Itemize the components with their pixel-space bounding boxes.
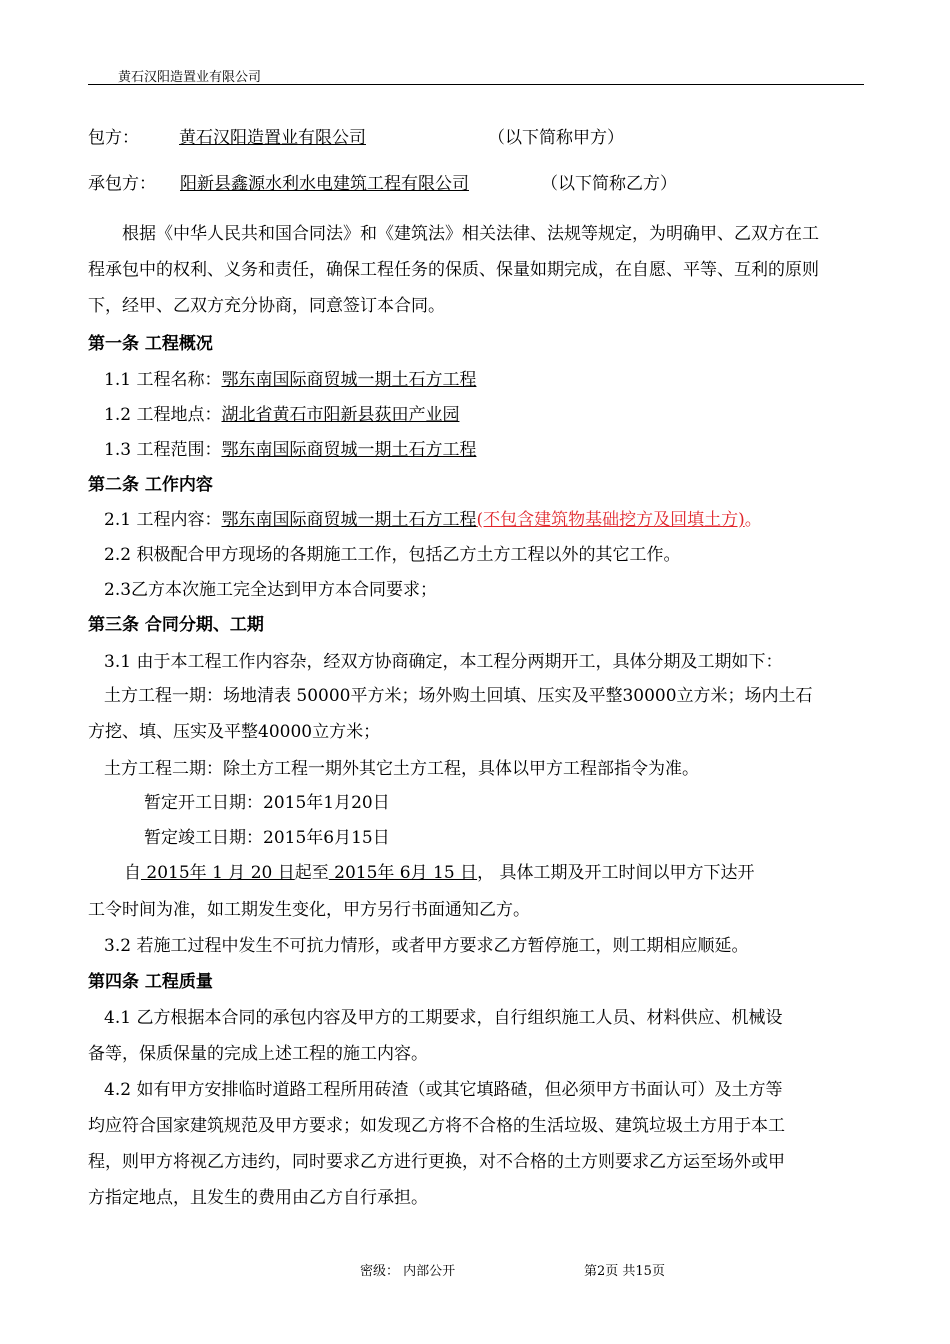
article-4-line: 程，则甲方将视乙方违约，同时要求乙方进行更换，对不合格的土方则要求乙方运至场外或甲 xyxy=(88,1152,785,1172)
item-label: 1.3 工程范围： xyxy=(104,440,222,460)
article-3-line: 土方工程一期：场地清表 50000平方米；场外购土回填、压实及平整30000立方米；场内土石 xyxy=(104,686,813,706)
article-3-line: 3.2 若施工过程中发生不可抗力情形，或者甲方要求乙方暂停施工，则工期相应顺延。 xyxy=(104,936,749,956)
period-end-date: 2015年 6月 15 日 xyxy=(328,863,478,883)
party-a-name: 黄石汉阳造置业有限公司 xyxy=(179,128,366,148)
article-4-line: 均应符合国家建筑规范及甲方要求；如发现乙方将不合格的生活垃圾、建筑垃圾土方用于本工 xyxy=(88,1116,785,1136)
period-from: 自 xyxy=(124,863,141,883)
article-3-line: 3.1 由于本工程工作内容杂，经双方协商确定，本工程分两期开工，具体分期及工期如下： xyxy=(104,652,783,672)
party-b-line xyxy=(88,172,868,196)
header-divider xyxy=(88,84,864,85)
item-exclusion-note: (不包含建筑物基础挖方及回填土方) xyxy=(476,510,745,530)
period-note: ， 具体工期及开工时间以甲方下达开 xyxy=(477,863,755,883)
period-line xyxy=(88,861,904,885)
article-2-item: 2.2 积极配合甲方现场的各期施工工作，包括乙方土方工程以外的其它工作。 xyxy=(104,545,681,565)
article-1-item xyxy=(88,403,884,427)
footer-security-level: 密级： 内部公开 xyxy=(360,1264,456,1279)
article-4-line: 备等，保质保量的完成上述工程的施工内容。 xyxy=(88,1044,428,1064)
article-3-line: 方挖、填、压实及平整40000立方米； xyxy=(88,722,381,742)
article-4-line: 4.1 乙方根据本合同的承包内容及甲方的工期要求，自行组织施工人员、材料供应、机械设 xyxy=(104,1008,783,1028)
article-1-item xyxy=(88,368,884,392)
footer-page-number: 第2页 共15页 xyxy=(584,1264,665,1279)
article-1-item xyxy=(88,438,884,462)
end-date: 暂定竣工日期：2015年6月15日 xyxy=(144,828,390,848)
party-a-line xyxy=(88,126,868,150)
article-4-title: 第四条 工程质量 xyxy=(88,972,213,992)
article-2-title: 第二条 工作内容 xyxy=(88,475,213,495)
party-b-label: 承包方： xyxy=(88,174,156,194)
article-2-item: 2.3乙方本次施工完全达到甲方本合同要求； xyxy=(104,580,438,600)
article-2-item xyxy=(88,508,884,532)
item-value: 湖北省黄石市阳新县荻田产业园 xyxy=(221,405,460,425)
party-b-note: （以下简称乙方） xyxy=(541,174,677,194)
article-3-title: 第三条 合同分期、工期 xyxy=(88,615,264,635)
intro-line: 根据《中华人民共和国合同法》和《建筑法》相关法律、法规等规定，为明确甲、乙双方在工 xyxy=(122,224,819,244)
item-label: 2.1 工程内容： xyxy=(104,510,222,530)
party-a-note: （以下简称甲方） xyxy=(488,128,624,148)
party-b-name: 阳新县鑫源水利水电建筑工程有限公司 xyxy=(180,174,469,194)
party-a-label: 包方： xyxy=(88,128,139,148)
item-value: 鄂东南国际商贸城一期土石方工程 xyxy=(221,440,477,460)
item-value: 鄂东南国际商贸城一期土石方工程 xyxy=(221,370,477,390)
article-4-line: 方指定地点，且发生的费用由乙方自行承担。 xyxy=(88,1188,428,1208)
item-label: 1.1 工程名称： xyxy=(104,370,222,390)
article-4-line: 4.2 如有甲方安排临时道路工程所用砖渣（或其它填路碴，但必须甲方书面认可）及土方等 xyxy=(104,1080,783,1100)
item-value: 鄂东南国际商贸城一期土石方工程 xyxy=(221,510,477,530)
period-start-date: 2015年 1 月 20 日 xyxy=(141,863,295,883)
intro-line: 程承包中的权利、义务和责任，确保工程任务的保质、保量如期完成，在自愿、平等、互利的原则 xyxy=(88,260,819,280)
period-to: 起至 xyxy=(294,863,329,883)
start-date: 暂定开工日期：2015年1月20日 xyxy=(144,793,390,813)
article-3-line: 土方工程二期：除土方工程一期外其它土方工程，具体以甲方工程部指令为准。 xyxy=(104,759,699,779)
article-1-title: 第一条 工程概况 xyxy=(88,334,213,354)
item-tail: 。 xyxy=(744,510,762,530)
header-company: 黄石汉阳造置业有限公司 xyxy=(118,70,262,85)
article-3-line: 工令时间为准，如工期发生变化，甲方另行书面通知乙方。 xyxy=(88,900,530,920)
item-label: 1.2 工程地点： xyxy=(104,405,222,425)
intro-line: 下，经甲、乙双方充分协商，同意签订本合同。 xyxy=(88,296,445,316)
